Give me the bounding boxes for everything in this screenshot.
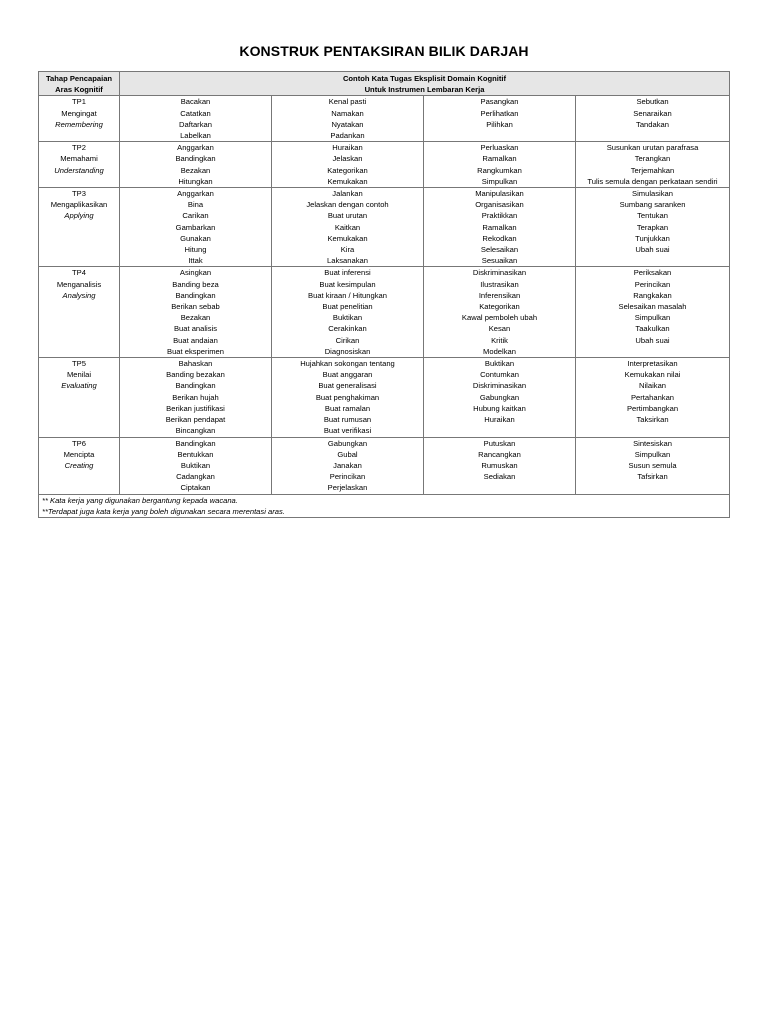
level-name-ms: Mengingat xyxy=(61,108,97,118)
verb-item: Terapkan xyxy=(636,222,669,232)
verb-item: Bentukkan xyxy=(177,449,214,459)
level-label-cell xyxy=(39,267,120,358)
verb-item: Periksakan xyxy=(633,268,672,278)
verb-item: Buat penghakiman xyxy=(315,392,380,402)
verb-item: Cerakinkan xyxy=(328,324,367,334)
note-1: ** Kata kerja yang digunakan bergantung kepada wacana. xyxy=(42,495,238,505)
verb-column-cell xyxy=(576,96,730,142)
verb-item: Ciptakan xyxy=(180,483,211,493)
header-level-cell xyxy=(39,72,120,96)
verb-item: Buat verifikasi xyxy=(323,426,372,436)
verb-item: Buat penelitian xyxy=(322,302,373,312)
verb-item: Diskriminasikan xyxy=(472,268,527,278)
verb-item: Diskriminasikan xyxy=(472,381,527,391)
notes-row xyxy=(39,494,730,517)
verb-column-cell xyxy=(424,96,576,142)
verb-item: Hujahkan sokongan tentang xyxy=(300,359,395,369)
verb-item: Kawal pemboleh ubah xyxy=(461,313,538,323)
verb-item: Berikan hujah xyxy=(172,392,219,402)
verb-item: Gabungkan xyxy=(479,392,520,402)
verb-item: Sesuaikan xyxy=(481,256,518,266)
verb-item: Catatkan xyxy=(180,108,211,118)
level-label-cell xyxy=(39,358,120,437)
verb-item: Bezakan xyxy=(180,165,211,175)
verb-item: Jelaskan xyxy=(332,154,363,164)
verb-column-cell xyxy=(576,188,730,267)
level-name-ms: Mencipta xyxy=(63,449,95,459)
verb-item: Cirikan xyxy=(335,335,360,345)
verb-item: Kategorikan xyxy=(479,302,520,312)
verb-item: Rangkakan xyxy=(633,290,672,300)
verb-item: Rumuskan xyxy=(481,460,518,470)
verb-item: Kaitkan xyxy=(334,222,361,232)
verb-item: Jalankan xyxy=(332,189,363,199)
verb-item: Asingkan xyxy=(179,268,212,278)
verb-column-cell xyxy=(120,142,272,188)
verb-item: Gabungkan xyxy=(327,438,368,448)
verb-item: Ittak xyxy=(188,256,203,266)
level-row-tp1 xyxy=(39,96,730,142)
verb-item: Simpulkan xyxy=(634,449,671,459)
verb-item: Buat inferensi xyxy=(324,268,371,278)
verb-item: Labelkan xyxy=(180,131,211,141)
level-row-tp6 xyxy=(39,437,730,494)
verb-column-cell xyxy=(424,358,576,437)
verb-item: Organisasikan xyxy=(475,200,524,210)
verb-item: Sumbang saranken xyxy=(619,200,686,210)
verb-item: Buktikan xyxy=(484,359,515,369)
verb-item: Kemukakan xyxy=(327,176,368,186)
verb-item: Ubah suai xyxy=(635,335,670,345)
verb-column-cell xyxy=(272,142,424,188)
verb-item: Bezakan xyxy=(180,313,211,323)
level-name-ms: Menilai xyxy=(66,370,92,380)
verb-item: Banding beza xyxy=(172,279,219,289)
level-code: TP4 xyxy=(72,268,86,278)
verb-item: Kritik xyxy=(491,335,508,345)
verb-column-cell xyxy=(120,267,272,358)
cognitive-domain-table xyxy=(38,71,730,518)
level-code: TP2 xyxy=(72,143,86,153)
level-name-en: Creating xyxy=(64,460,94,470)
verb-item: Perincikan xyxy=(634,279,671,289)
verb-item: Daftarkan xyxy=(179,119,212,129)
level-label-cell xyxy=(39,142,120,188)
verb-item: Bincangkan xyxy=(175,426,216,436)
verb-item: Buat anggaran xyxy=(322,370,373,380)
verb-item: Contumkan xyxy=(480,370,519,380)
verb-item: Tentukan xyxy=(637,211,668,221)
verb-item: Simpulkan xyxy=(634,313,671,323)
level-name-en: Evaluating xyxy=(61,381,97,391)
verb-column-cell xyxy=(272,96,424,142)
verb-column-cell xyxy=(120,96,272,142)
verb-column-cell xyxy=(272,267,424,358)
verb-item: Ubah suai xyxy=(635,245,670,255)
header-examples-line1: Contoh Kata Tugas Eksplisit Domain Kognitif xyxy=(342,74,507,83)
verb-item: Kesan xyxy=(488,324,511,334)
notes-cell xyxy=(39,494,730,517)
level-name-en: Analysing xyxy=(62,290,96,300)
verb-column-cell xyxy=(272,358,424,437)
verb-item: Kenal pasti xyxy=(328,97,367,107)
verb-item: Pertimbangkan xyxy=(626,403,679,413)
verb-item: Rancangkan xyxy=(478,449,521,459)
verb-item: Cadangkan xyxy=(176,472,215,482)
verb-item: Berikan sebab xyxy=(171,302,220,312)
verb-item: Tafsirkan xyxy=(637,472,668,482)
verb-item: Banding bezakan xyxy=(166,370,225,380)
level-row-tp2 xyxy=(39,142,730,188)
table-header-row xyxy=(39,72,730,96)
verb-item: Sediakan xyxy=(483,472,516,482)
verb-item: Susunkan urutan parafrasa xyxy=(606,143,699,153)
verb-item: Buat ramalan xyxy=(324,403,371,413)
verb-item: Bandingkan xyxy=(175,290,216,300)
verb-item: Padankan xyxy=(330,131,365,141)
level-name-en: Remembering xyxy=(55,119,103,129)
verb-column-cell xyxy=(576,358,730,437)
verb-item: Gubal xyxy=(337,449,358,459)
verb-item: Buktikan xyxy=(332,313,363,323)
verb-item: Kira xyxy=(340,245,355,255)
verb-item: Buat urutan xyxy=(327,211,368,221)
verb-item: Hubung kaitkan xyxy=(473,403,526,413)
verb-item: Terangkan xyxy=(634,154,671,164)
level-name-en: Understanding xyxy=(54,165,104,175)
verb-item: Buat generalisasi xyxy=(318,381,377,391)
verb-item: Gambarkan xyxy=(175,222,216,232)
verb-item: Selesaikan masalah xyxy=(618,302,687,312)
verb-item: Buat kiraan / Hitungkan xyxy=(308,290,387,300)
verb-item: Hitung xyxy=(184,245,207,255)
verb-column-cell xyxy=(424,267,576,358)
verb-column-cell xyxy=(120,188,272,267)
verb-item: Bina xyxy=(187,200,204,210)
verb-item: Pertahankan xyxy=(630,392,675,402)
verb-item: Nilaikan xyxy=(639,381,667,391)
verb-item: Perjelaskan xyxy=(327,483,368,493)
level-row-tp4 xyxy=(39,267,730,358)
level-label-cell xyxy=(39,437,120,494)
verb-item: Tunjukkan xyxy=(635,233,670,243)
verb-item: Diagnosiskan xyxy=(324,346,371,356)
verb-item: Huraikan xyxy=(332,143,363,153)
verb-item: Rangkumkan xyxy=(477,165,522,175)
verb-column-cell xyxy=(576,267,730,358)
level-name-ms: Mengaplikasikan xyxy=(50,200,108,210)
verb-item: Taakulkan xyxy=(635,324,670,334)
verb-item: Buat rumusan xyxy=(323,415,372,425)
verb-item: Rekodkan xyxy=(482,233,517,243)
verb-item: Anggarkan xyxy=(177,143,214,153)
level-name-ms: Menganalisis xyxy=(56,279,102,289)
verb-item: Perluaskan xyxy=(480,143,519,153)
verb-item: Anggarkan xyxy=(177,189,214,199)
verb-item: Sintesiskan xyxy=(633,438,672,448)
verb-item: Terjemahkan xyxy=(630,165,675,175)
verb-item: Interpretasikan xyxy=(627,359,678,369)
verb-item: Berikan justifikasi xyxy=(166,403,225,413)
verb-item: Berikan pendapat xyxy=(165,415,226,425)
level-label-cell xyxy=(39,188,120,267)
header-level-line2: Aras Kognitif xyxy=(55,85,103,95)
level-code: TP5 xyxy=(72,359,86,369)
level-name-ms: Memahami xyxy=(60,154,98,164)
verb-item: Inferensikan xyxy=(478,290,521,300)
verb-item: Sebutkan xyxy=(636,97,669,107)
verb-item: Manipulasikan xyxy=(475,189,524,199)
verb-item: Ramalkan xyxy=(482,154,517,164)
verb-column-cell xyxy=(120,358,272,437)
verb-column-cell xyxy=(424,188,576,267)
verb-item: Hitungkan xyxy=(178,176,213,186)
verb-item: Buat andaian xyxy=(173,335,218,345)
note-2: **Terdapat juga kata kerja yang boleh digunakan secara merentasi aras. xyxy=(42,506,285,516)
verb-item: Senaraikan xyxy=(633,108,672,118)
verb-item: Kategorikan xyxy=(327,165,368,175)
verb-item: Pasangkan xyxy=(480,97,519,107)
verb-item: Laksanakan xyxy=(327,256,368,266)
verb-item: Bandingkan xyxy=(175,438,216,448)
verb-item: Susun semula xyxy=(628,460,677,470)
level-code: TP6 xyxy=(72,438,86,448)
verb-column-cell xyxy=(424,437,576,494)
verb-column-cell xyxy=(120,437,272,494)
verb-item: Nyatakan xyxy=(331,119,364,129)
verb-item: Janakan xyxy=(333,460,362,470)
verb-item: Modelkan xyxy=(483,346,516,356)
verb-column-cell xyxy=(424,142,576,188)
verb-item: Perlihatkan xyxy=(480,108,519,118)
level-row-tp3 xyxy=(39,188,730,267)
verb-item: Tandakan xyxy=(636,119,669,129)
verb-item: Bandingkan xyxy=(175,154,216,164)
verb-item: Pilihkan xyxy=(486,119,513,129)
verb-item: Gunakan xyxy=(180,233,211,243)
verb-item: Tulis semula dengan perkataan sendiri xyxy=(587,176,718,186)
verb-item: Ilustrasikan xyxy=(480,279,519,289)
verb-item: Bacakan xyxy=(180,97,211,107)
verb-item: Buat analisis xyxy=(173,324,218,334)
header-examples-line2: Untuk Instrumen Lembaran Kerja xyxy=(364,85,485,95)
verb-item: Ramalkan xyxy=(482,222,517,232)
verb-item: Bandingkan xyxy=(175,381,216,391)
verb-item: Jelaskan dengan contoh xyxy=(306,200,389,210)
level-name-en: Applying xyxy=(64,211,94,221)
verb-item: Perincikan xyxy=(329,472,366,482)
verb-column-cell xyxy=(272,437,424,494)
header-examples-cell xyxy=(120,72,730,96)
verb-item: Simpulkan xyxy=(481,176,518,186)
verb-item: Taksirkan xyxy=(636,415,669,425)
page-title: KONSTRUK PENTAKSIRAN BILIK DARJAH xyxy=(239,43,529,59)
verb-item: Kemukakan nilai xyxy=(624,370,681,380)
verb-column-cell xyxy=(576,142,730,188)
level-label-cell xyxy=(39,96,120,142)
verb-item: Bahaskan xyxy=(178,359,213,369)
verb-item: Namakan xyxy=(331,108,364,118)
verb-item: Buat eksperimen xyxy=(167,346,224,356)
verb-item: Praktikkan xyxy=(481,211,518,221)
verb-column-cell xyxy=(272,188,424,267)
verb-item: Buat kesimpulan xyxy=(319,279,376,289)
verb-item: Selesaikan xyxy=(480,245,519,255)
level-code: TP1 xyxy=(72,97,86,107)
verb-column-cell xyxy=(576,437,730,494)
verb-item: Kemukakan xyxy=(327,233,368,243)
level-code: TP3 xyxy=(72,189,86,199)
verb-item: Huraikan xyxy=(484,415,515,425)
verb-item: Buktikan xyxy=(180,460,211,470)
table-body xyxy=(39,96,730,494)
verb-item: Putuskan xyxy=(483,438,516,448)
verb-item: Carikan xyxy=(182,211,209,221)
verb-item: Simulasikan xyxy=(632,189,673,199)
header-level-line1: Tahap Pencapaian xyxy=(45,74,113,83)
level-row-tp5 xyxy=(39,358,730,437)
